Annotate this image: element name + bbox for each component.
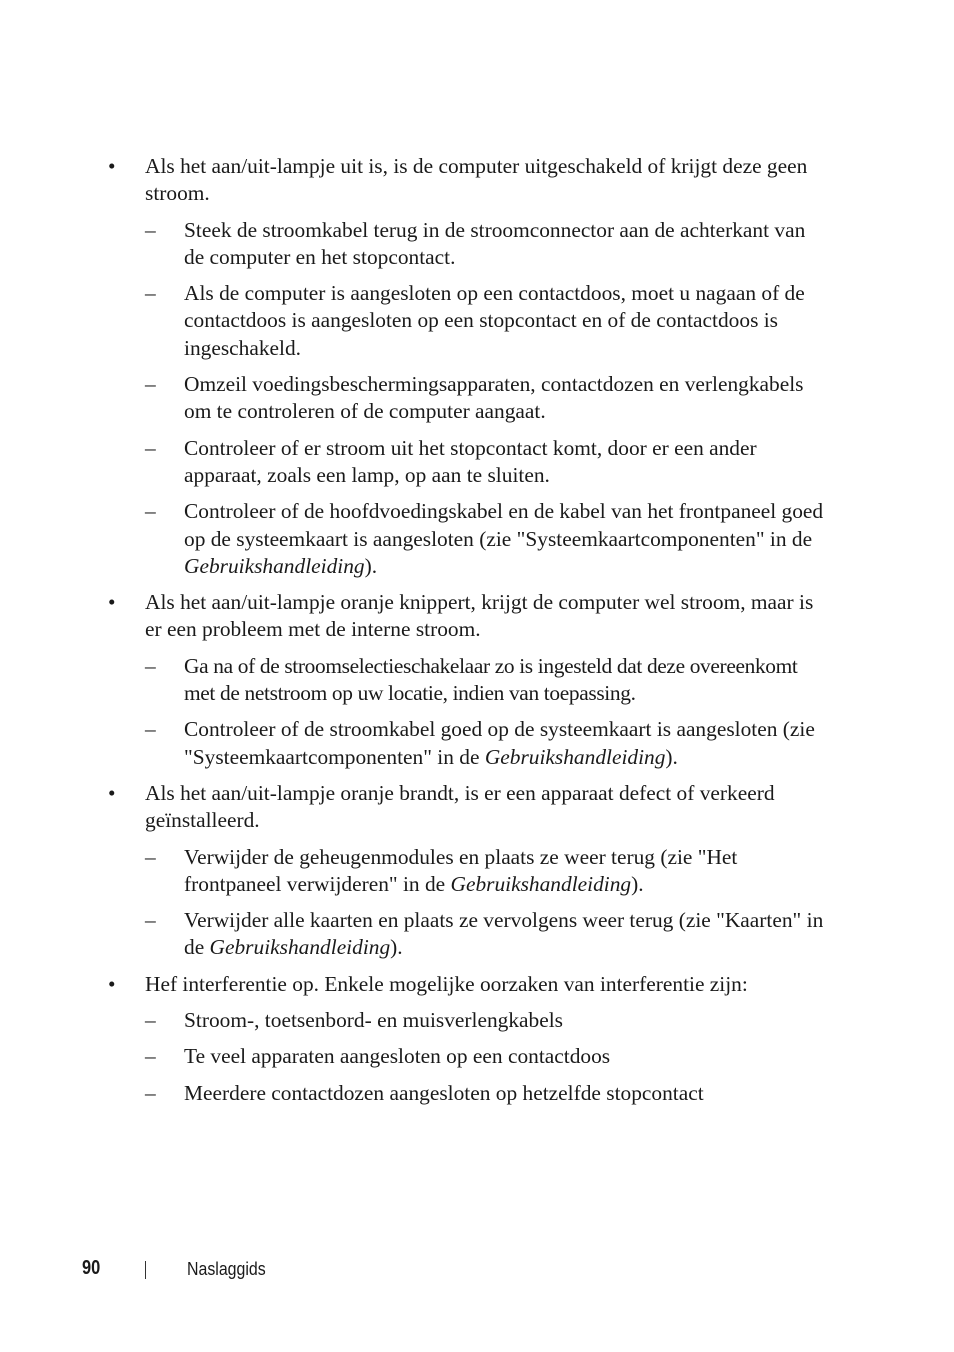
sub-item-text: Verwijder alle kaarten en plaats ze vervolgens weer terug (zie "Kaarten" in de <box>184 908 824 960</box>
dash-marker: – <box>145 908 156 933</box>
sub-item-text: Controleer of de stroomkabel goed op de systeemkaart is aangesloten (zie "Systeemkaartcomponenten" in de <box>184 717 815 769</box>
dash-marker: – <box>145 217 156 242</box>
dash-marker: – <box>145 435 156 460</box>
sub-item-text: Te veel apparaten aangesloten op een contactdoos <box>184 1044 611 1069</box>
sub-item-text: Stroom-, toetsenbord- en muisverlengkabels <box>184 1008 564 1033</box>
bullet-marker: • <box>108 154 116 178</box>
sub-item <box>0 371 826 426</box>
dash-marker: – <box>145 281 156 306</box>
sub-item <box>0 1007 826 1034</box>
sub-item-text: Controleer of er stroom uit het stopcontact komt, door er een ander apparaat, zoals een lamp, op aan te sluiten. <box>184 435 757 487</box>
manual-reference: Gebruikshandleiding <box>184 553 365 578</box>
bullet-text: Als het aan/uit-lampje oranje knippert, krijgt de computer wel stroom, maar is er een probleem met de interne stroom. <box>145 590 814 642</box>
sub-item <box>0 716 826 771</box>
page-footer <box>0 1256 954 1284</box>
dash-marker: – <box>145 499 156 524</box>
dash-marker: – <box>145 1080 156 1105</box>
sub-item <box>0 435 826 490</box>
bullet-text: Als het aan/uit-lampje uit is, is de computer uitgeschakeld of krijgt deze geen stroom. <box>145 154 808 206</box>
sub-item-text: Steek de stroomkabel terug in de stroomconnector aan de achterkant van de computer en het stopcontact. <box>184 217 806 269</box>
dash-marker: – <box>145 1044 156 1069</box>
sub-item-text: Controleer of de hoofdvoedingskabel en de kabel van het frontpaneel goed op de systeemkaart is aangesloten (zie "Systeemkaartcomponenten" in de <box>184 499 824 551</box>
sub-item-text-end: ). <box>665 744 678 769</box>
sub-item <box>0 1080 826 1107</box>
manual-reference: Gebruikshandleiding <box>484 744 666 769</box>
sub-item <box>0 844 826 899</box>
sub-item-text: Ga na of de stroomselectieschakelaar zo is ingesteld dat deze overeenkomt met de netstroom op uw locatie, indien van toepassing. <box>184 653 798 706</box>
bullet-item-orange-blinking <box>0 589 825 644</box>
dash-marker: – <box>145 1008 156 1033</box>
bullet-marker: • <box>108 590 116 615</box>
sub-item-text-end: ). <box>390 935 403 960</box>
sub-item <box>0 498 826 580</box>
footer-divider <box>145 1261 146 1279</box>
dash-marker: – <box>145 717 156 742</box>
bullet-text: Hef interferentie op. Enkele mogelijke oorzaken van interferentie zijn: <box>145 971 748 996</box>
sub-item <box>0 653 826 708</box>
sub-item-text-end: ). <box>631 871 644 896</box>
sub-item <box>0 1043 826 1070</box>
sub-item-text: Meerdere contactdozen aangesloten op hetzelfde stopcontact <box>184 1080 704 1105</box>
document-body <box>0 153 954 1116</box>
sub-item <box>0 280 826 362</box>
bullet-marker: • <box>108 780 116 805</box>
sub-item-text-end: ). <box>364 553 378 578</box>
footer-title: Naslaggids <box>187 1258 266 1279</box>
bullet-text: Als het aan/uit-lampje oranje brandt, is er een apparaat defect of verkeerd geïnstalleerd. <box>145 780 775 833</box>
bullet-item-power-off <box>0 153 825 208</box>
dash-marker: – <box>145 653 156 678</box>
manual-reference: Gebruikshandleiding <box>450 871 632 896</box>
dash-marker: – <box>145 372 156 397</box>
dash-marker: – <box>145 844 156 869</box>
sub-item-text: Omzeil voedingsbeschermingsapparaten, contactdozen en verlengkabels om te controleren of de computer aangaat. <box>184 372 804 424</box>
bullet-marker: • <box>108 971 116 996</box>
page-number: 90 <box>82 1257 101 1279</box>
sub-item <box>0 907 826 962</box>
sub-item <box>0 217 826 272</box>
bullet-item-interference <box>0 971 825 998</box>
manual-reference: Gebruikshandleiding <box>209 935 391 960</box>
sub-item-text: Verwijder de geheugenmodules en plaats ze weer terug (zie "Het frontpaneel verwijderen" in de <box>184 844 738 896</box>
bullet-item-orange-steady <box>0 780 825 835</box>
sub-item-text: Als de computer is aangesloten op een contactdoos, moet u nagaan of de contactdoos is aangesloten op een stopcontact en of de contactdoos is ingeschakeld. <box>184 281 805 360</box>
